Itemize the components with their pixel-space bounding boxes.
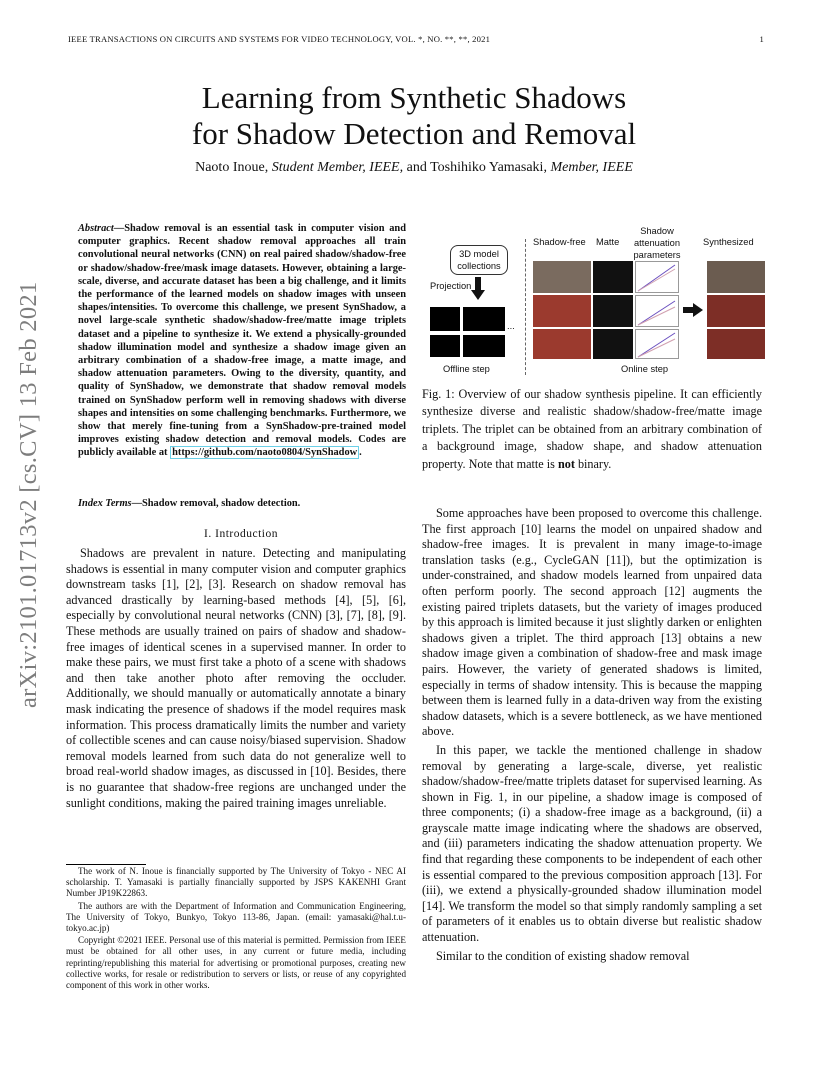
col-params: Shadow attenuation parameters [633, 226, 681, 260]
offline-label: Offline step [443, 364, 490, 374]
index-terms-label: Index Terms [78, 498, 132, 509]
caption-text: Fig. 1: Overview of our shadow synthesis pipeline. It can efficiently synthesize diverse and realistic shadow/shadow-free/matte image triplets. The triplet can be obtained from an arbitrary combination of a background image, shadow shape, and shadow attenuation property. Note that matte is [422, 387, 762, 471]
footnote-funding: The work of N. Inoue is financially supported by The University of Tokyo - NEC AI scholarship. T. Yamasaki is partially financially supported by JSPS KAKENHI Grant Number JP19K22863. [66, 866, 406, 899]
down-arrow-icon [471, 277, 485, 301]
caption-end: binary. [574, 456, 612, 471]
right-column [422, 506, 762, 967]
synth-image-2 [707, 295, 765, 327]
shadow-free-image-2 [533, 295, 591, 327]
page-number: 1 [759, 34, 764, 44]
projection-thumb-4 [463, 335, 505, 357]
col-matte: Matte [596, 237, 620, 247]
running-header [68, 34, 764, 44]
index-terms-body: —Shadow removal, shadow detection. [131, 498, 301, 509]
author-line [0, 160, 828, 176]
footnotes [66, 866, 406, 992]
figure-1 [425, 225, 765, 375]
journal-header: IEEE TRANSACTIONS ON CIRCUITS AND SYSTEMS FOR VIDEO TECHNOLOGY, VOL. *, NO. **, **, 2021 [68, 34, 491, 44]
intro-paragraph: Shadows are prevalent in nature. Detecting and manipulating shadows is essential in many computer vision and computer graphics downstream tasks [1], [2], [3]. Research on shadow removal has advanced drastically by learning-based methods [4], [5], [6], especially by convolutional neural networks (CNN) [3], [7], [8], [9]. These methods are usually trained on pairs of shadow and shadow-free images of identical scenes in a supervised manner. In order to make these pairs, we must first take a photo of a scene with shadows and then take another photo after removing the occluder. Additionally, we should manually or automatically annotate a binary mask indicating the presence of shadows if the model requires mask information. This process dramatically limits the number and variety of collectible scenes and can cause noisy/biased supervision. Shadow removal models learned from such data do not generalize well to broad real-world shadow images, as discussed in [10]. Besides, there is no guarantee that shadow-free regions are unchanged under the sunlight conditions, making the paired training images unreliable. [66, 546, 406, 810]
author-and: and Toshihiko Yamasaki, [403, 160, 551, 175]
projection-thumb-3 [430, 335, 460, 357]
shadow-free-image-3 [533, 329, 591, 359]
col-shadow-free: Shadow-free [533, 237, 586, 247]
abstract-end: . [359, 447, 362, 459]
figure-caption [422, 386, 762, 473]
online-label: Online step [621, 364, 669, 374]
author-2-role: Member, IEEE [550, 160, 633, 175]
title-line-2: for Shadow Detection and Removal [191, 116, 637, 151]
footnote-rule [66, 864, 146, 865]
divider-line [525, 239, 526, 375]
projection-label: Projection [430, 281, 472, 291]
right-arrow-icon [683, 303, 703, 317]
param-curves [635, 261, 679, 359]
synth-image-3 [707, 329, 765, 359]
paper-title [0, 80, 828, 152]
col-synthesized: Synthesized [703, 237, 754, 247]
right-paragraph-2: In this paper, we tackle the mentioned challenge in shadow removal by generating a large-scale, diverse, yet realistic shadow/shadow-free/matte triplets dataset for supervised learning. As shown in Fig. 1, in our pipeline, a shadow image is composed of three components; (i) a shadow-free image as a background, (ii) a grayscale matte image indicating where the shadows are observed, and (iii) parameters indicating the shadow attenuation property. We find that regarding these components to be independent of each other is essential compared to the previous composition approach [13]. For (iii), we extend a physically-grounded shadow illumination model [14]. We transform the model so that simply randomly sampling a set of parameters of it enables us to obtain diverse but realistic shadow attenuation. [422, 742, 762, 945]
index-terms [78, 498, 406, 509]
title-line-1: Learning from Synthetic Shadows [201, 80, 627, 115]
right-paragraph-1: Some approaches have been proposed to overcome this challenge. The first approach [10] learns the model on unpaired shadow and shadow-free images. It is prevalent in many image-to-image translation tasks (e.g., CycleGAN [11]), but the optimization is under-constrained, and shadow models learned from unpaired data often perform poorly. The second approach [12] augments the existing paired triplets datasets, but the variety of images produced by this approach is limited because it just slightly darken or enlighten shadows given a triplet. The third approach [13] obtains a new shadow image given a combination of shadow-free and mask image pairs. However, the variety of generated shadows is limited, especially in terms of shadow intensity. This is because the mapping between them is learned fully in a data-driven way from the existing shadow datasets, which is a severe bottleneck, as we have mentioned above. [422, 506, 762, 739]
abstract [78, 222, 406, 460]
projection-thumb-1 [430, 307, 460, 331]
abstract-label: Abstract [78, 223, 114, 234]
right-paragraph-3: Similar to the condition of existing shadow removal [436, 948, 690, 963]
model-collection-box: 3D model collections [450, 245, 508, 275]
ellipsis-label: ... [507, 321, 515, 331]
matte-image-3 [593, 329, 633, 359]
abstract-body: —Shadow removal is an essential task in computer vision and computer graphics. Recent shadow removal approaches all train convolutional neural networks (CNN) on real paired shadow/shadow-free or shadow/shadow-free/mask image datasets. However, obtaining a large-scale, diverse, and accurate dataset has been a big challenge, and it limits the performance of the learned models on shadow images with unseen shapes/intensities. To overcome this challenge, we present SynShadow, a novel large-scale synthetic shadow/shadow-free/matte image triplets dataset and a pipeline to synthesize it. We extend a physically-grounded shadow illumination model and synthesize a shadow image given an arbitrary combination of a shadow-free image, a matte image, and shadow attenuation parameters. Owing to the diversity, quantity, and quality of SynShadow, we demonstrate that shadow removal models trained on SynShadow perform well in removing shadows with diverse shapes and intensities on some challenging benchmarks. Furthermore, we show that merely fine-tuning from a SynShadow-pre-trained model improves existing shadow detection and removal models. Codes are publicly available at [78, 223, 406, 459]
projection-thumb-2 [463, 307, 505, 331]
caption-bold: not [557, 456, 575, 471]
synth-image-1 [707, 261, 765, 293]
code-link[interactable]: https://github.com/naoto0804/SynShadow [172, 447, 358, 459]
section-heading: I. Introduction [204, 528, 278, 540]
matte-image-2 [593, 295, 633, 327]
shadow-free-image-1 [533, 261, 591, 293]
matte-image-1 [593, 261, 633, 293]
footnote-affiliation: The authors are with the Department of Information and Communication Engineering, The University of Tokyo, Bunkyo, Tokyo 113-86, Japan. (email: yamasaki@hal.t.u-tokyo.ac.jp) [66, 900, 406, 934]
author-1-role: Student Member, IEEE, [271, 160, 404, 175]
footnote-copyright: Copyright ©2021 IEEE. Personal use of this material is permitted. Permission from IEEE must be obtained for all other uses, in any current or future media, including reprinting/republishing this material for advertising or promotional purposes, creating new collective works, for resale or redistribution to servers or lists, or reuse of any copyrighted component of this work in other works. [66, 935, 406, 991]
author-1: Naoto Inoue, [195, 160, 272, 175]
arxiv-identifier: arXiv:2101.01713v2 [cs.CV] 13 Feb 2021 [15, 281, 42, 708]
intro-column [66, 546, 406, 811]
